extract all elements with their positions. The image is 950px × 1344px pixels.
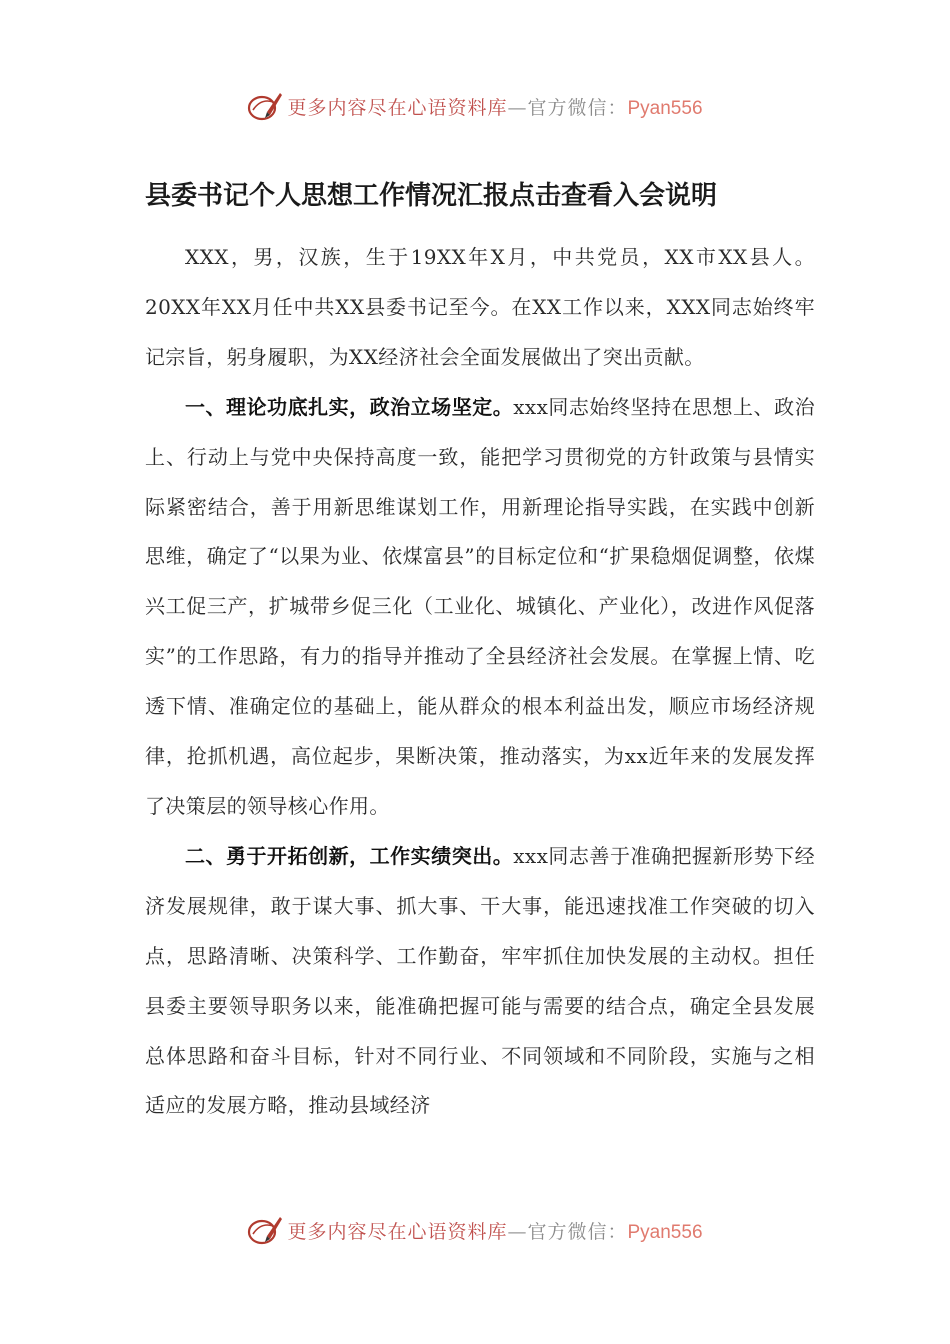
paragraph-section-1 bbox=[145, 383, 815, 832]
pen-nib-logo-icon bbox=[247, 1212, 283, 1248]
banner-wechat-id: Pyan556 bbox=[627, 97, 703, 119]
banner-site-name: 更多内容尽在心语资料库 bbox=[287, 96, 508, 119]
banner-text bbox=[287, 1217, 702, 1244]
banner-separator: — bbox=[507, 96, 528, 119]
document-title: 县委书记个人思想工作情况汇报点击查看入会说明 bbox=[145, 181, 718, 211]
banner-text bbox=[287, 93, 702, 120]
banner-wechat-id: Pyan556 bbox=[627, 1221, 703, 1243]
paragraph-section-2 bbox=[145, 832, 815, 1131]
paragraph-text: XXX，男，汉族，生于19XX年X月，中共党员，XX市XX县人。20XX年XX月任中共XX县委书记至今。在XX工作以来，XXX同志始终牢记宗旨，躬身履职，为XX经济社会全面发展做出了突出贡献。 bbox=[145, 245, 815, 369]
section-heading: 一、理论功底扎实，政治立场坚定。 bbox=[185, 394, 514, 419]
footer-banner bbox=[0, 1210, 950, 1250]
pen-nib-logo-icon bbox=[247, 88, 283, 124]
banner-wechat-label: 官方微信： bbox=[527, 96, 628, 119]
paragraph-text: xxx同志善于准确把握新形势下经济发展规律，敢于谋大事、抓大事、干大事，能迅速找准工作突破的切入点，思路清晰、决策科学、工作勤奋，牢牢抓住加快发展的主动权。担任县委主要领导职务以来，能准确把握可能与需要的结合点，确定全县发展总体思路和奋斗目标，针对不同行业、不同领域和不同阶段，实施与之相适应的发展方略，推动县域经济 bbox=[145, 843, 815, 1118]
header-banner bbox=[0, 86, 950, 126]
banner-wechat-label: 官方微信： bbox=[527, 1220, 628, 1243]
paragraph-text: xxx同志始终坚持在思想上、政治上、行动上与党中央保持高度一致，能把学习贯彻党的方针政策与县情实际紧密结合，善于用新思维谋划工作，用新理论指导实践，在实践中创新思维，确定了“以果为业、依煤富县”的目标定位和“扩果稳烟促调整，依煤兴工促三产，扩城带乡促三化（工业化、城镇化、产业化），改进作风促落实”的工作思路，有力的指导并推动了全县经济社会发展。在掌握上情、吃透下情、准确定位的基础上，能从群众的根本利益出发，顺应市场经济规律，抢抓机遇，高位起步，果断决策，推动落实，为xx近年来的发展发挥了决策层的领导核心作用。 bbox=[145, 394, 815, 818]
paragraph-intro bbox=[145, 233, 815, 383]
banner-separator: — bbox=[507, 1220, 528, 1243]
banner-site-name: 更多内容尽在心语资料库 bbox=[287, 1220, 508, 1243]
section-heading: 二、勇于开拓创新，工作实绩突出。 bbox=[185, 843, 514, 868]
document-body bbox=[145, 233, 815, 1131]
